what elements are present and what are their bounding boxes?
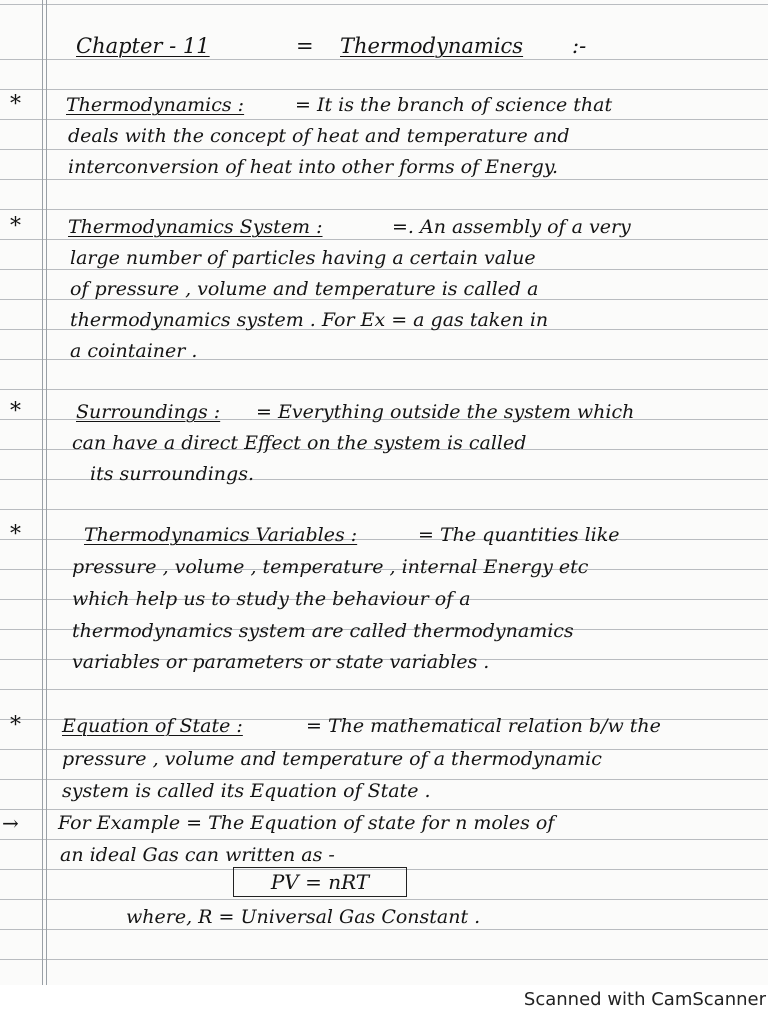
section-heading-row xyxy=(0,90,768,120)
bullet-marker: * xyxy=(10,399,21,424)
section-line: thermodynamics system . For Ex = a gas taken in xyxy=(70,309,549,331)
formula-box: PV = nRT xyxy=(233,867,407,897)
section-line: system is called its Equation of State . xyxy=(62,780,431,802)
section-term: Thermodynamics System : xyxy=(68,216,323,238)
section-line: variables or parameters or state variables . xyxy=(72,651,490,673)
title-suffix: :- xyxy=(572,34,587,58)
formula-note: where, R = Universal Gas Constant . xyxy=(126,906,481,928)
section-line: its surroundings. xyxy=(90,463,254,485)
bullet-marker: * xyxy=(10,214,21,239)
section-line: pressure , volume and temperature of a thermodynamic xyxy=(62,748,602,770)
section-heading-row xyxy=(0,520,768,550)
chapter-topic: Thermodynamics xyxy=(340,34,524,58)
section-line: = The mathematical relation b/w the xyxy=(306,715,661,737)
section-line: a cointainer . xyxy=(70,340,198,362)
scanner-footer xyxy=(0,985,768,1024)
section-line: large number of particles having a certain value xyxy=(70,247,536,269)
arrow-marker: → xyxy=(2,811,19,835)
section-line: of pressure , volume and temperature is called a xyxy=(70,278,539,300)
section-heading-row xyxy=(0,212,768,242)
section-line: deals with the concept of heat and temperature and xyxy=(68,125,570,147)
section-line: = Everything outside the system which xyxy=(256,401,635,423)
page-title xyxy=(0,31,768,61)
title-separator: = xyxy=(296,34,314,58)
section-term: Surroundings : xyxy=(76,401,221,423)
scanner-watermark: Scanned with CamScanner xyxy=(523,989,766,1010)
example-line: an ideal Gas can written as - xyxy=(60,844,335,866)
bullet-marker: * xyxy=(10,713,21,738)
section-line: = It is the branch of science that xyxy=(295,94,613,116)
section-line: thermodynamics system are called thermodynamics xyxy=(72,620,574,642)
section-term: Equation of State : xyxy=(62,715,243,737)
section-line: pressure , volume , temperature , internal Energy etc xyxy=(72,556,589,578)
bullet-marker: * xyxy=(10,92,21,117)
section-heading-row xyxy=(0,397,768,427)
chapter-number: Chapter - 11 xyxy=(76,34,210,58)
section-heading-row xyxy=(0,711,768,741)
section-line: interconversion of heat into other forms of Energy. xyxy=(68,156,559,178)
bullet-marker: * xyxy=(10,522,21,547)
example-row xyxy=(0,808,768,838)
section-term: Thermodynamics : xyxy=(66,94,245,116)
section-line: which help us to study the behaviour of a xyxy=(72,588,471,610)
section-term: Thermodynamics Variables : xyxy=(84,524,358,546)
section-line: can have a direct Effect on the system is called xyxy=(72,432,527,454)
section-line: =. An assembly of a very xyxy=(392,216,631,238)
section-line: = The quantities like xyxy=(418,524,620,546)
example-line: For Example = The Equation of state for n moles of xyxy=(58,812,555,834)
